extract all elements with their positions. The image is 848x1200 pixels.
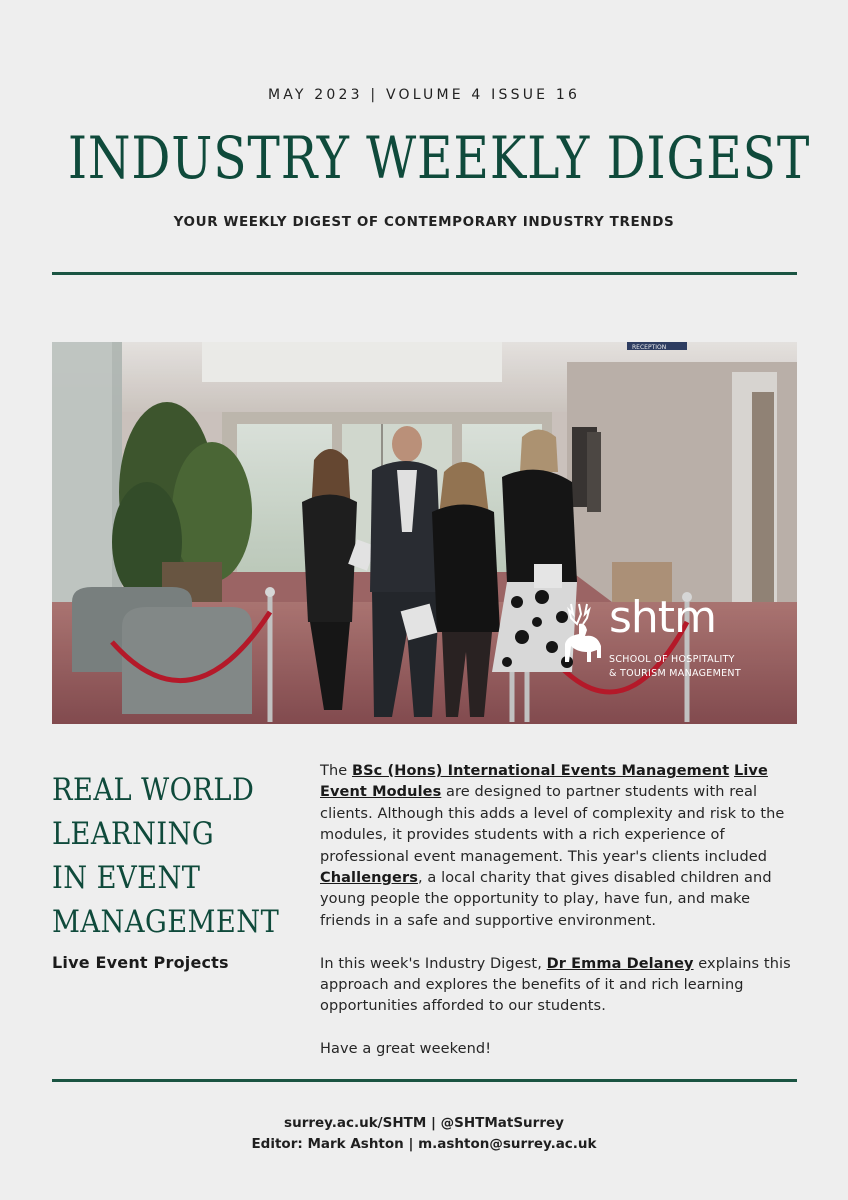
- footer-links[interactable]: surrey.ac.uk/SHTM | @SHTMatSurrey: [284, 1115, 564, 1131]
- headline-line: REAL WORLD: [52, 772, 255, 808]
- footer-editor[interactable]: Editor: Mark Ashton | m.ashton@surrey.ac.uk: [251, 1136, 597, 1152]
- tagline: YOUR WEEKLY DIGEST OF CONTEMPORARY INDUSTRY TRENDS: [173, 214, 675, 230]
- stag-icon: [557, 600, 605, 670]
- text-run: , a local charity that gives disabled children and young people the opportunity to play, have fun, and make friends in a safe and supportive environment.: [320, 870, 772, 929]
- paragraph-2: [320, 954, 802, 1018]
- bottom-divider: [52, 1079, 797, 1082]
- headline-line: MANAGEMENT: [52, 904, 280, 940]
- footer: [0, 1113, 848, 1155]
- dr-emma-delaney-link[interactable]: Dr Emma Delaney: [546, 955, 694, 972]
- logo-line-2: & TOURISM MANAGEMENT: [609, 668, 741, 679]
- text-run: The: [320, 763, 352, 779]
- live-event-modules-link[interactable]: Live Event Modules: [320, 763, 768, 801]
- challengers-link[interactable]: Challengers: [320, 870, 418, 887]
- reception-sign: RECEPTION: [632, 344, 667, 351]
- text-run: In this week's Industry Digest,: [320, 955, 547, 972]
- paragraph-1: [320, 761, 802, 932]
- top-divider: [52, 272, 797, 275]
- article-subhead: Live Event Projects: [52, 953, 229, 972]
- issue-line: MAY 2023 | VOLUME 4 ISSUE 16: [267, 87, 581, 103]
- article-body: [320, 761, 802, 1082]
- headline-line: IN EVENT: [52, 860, 201, 896]
- logo-wordmark: shtm: [609, 592, 716, 643]
- text-run: are designed to partner students with real clients. Although this adds a level of complexity and risk to the modules, it provides students with a rich experience of professional event management. This year's clients included: [320, 784, 785, 865]
- article-headline: [52, 768, 280, 944]
- shtm-logo: [557, 592, 757, 684]
- paragraph-3: Have a great weekend!: [320, 1041, 492, 1058]
- logo-line-1: SCHOOL OF HOSPITALITY: [609, 654, 735, 665]
- text-run: explains this approach and explores the benefits of it and rich learning opportunities afforded to our students.: [320, 955, 791, 1015]
- event-photo: [52, 342, 797, 724]
- bsc-events-management-link[interactable]: BSc (Hons) International Events Management: [351, 763, 730, 779]
- masthead-title: INDUSTRY WEEKLY DIGEST: [67, 124, 811, 192]
- headline-line: LEARNING: [52, 816, 215, 852]
